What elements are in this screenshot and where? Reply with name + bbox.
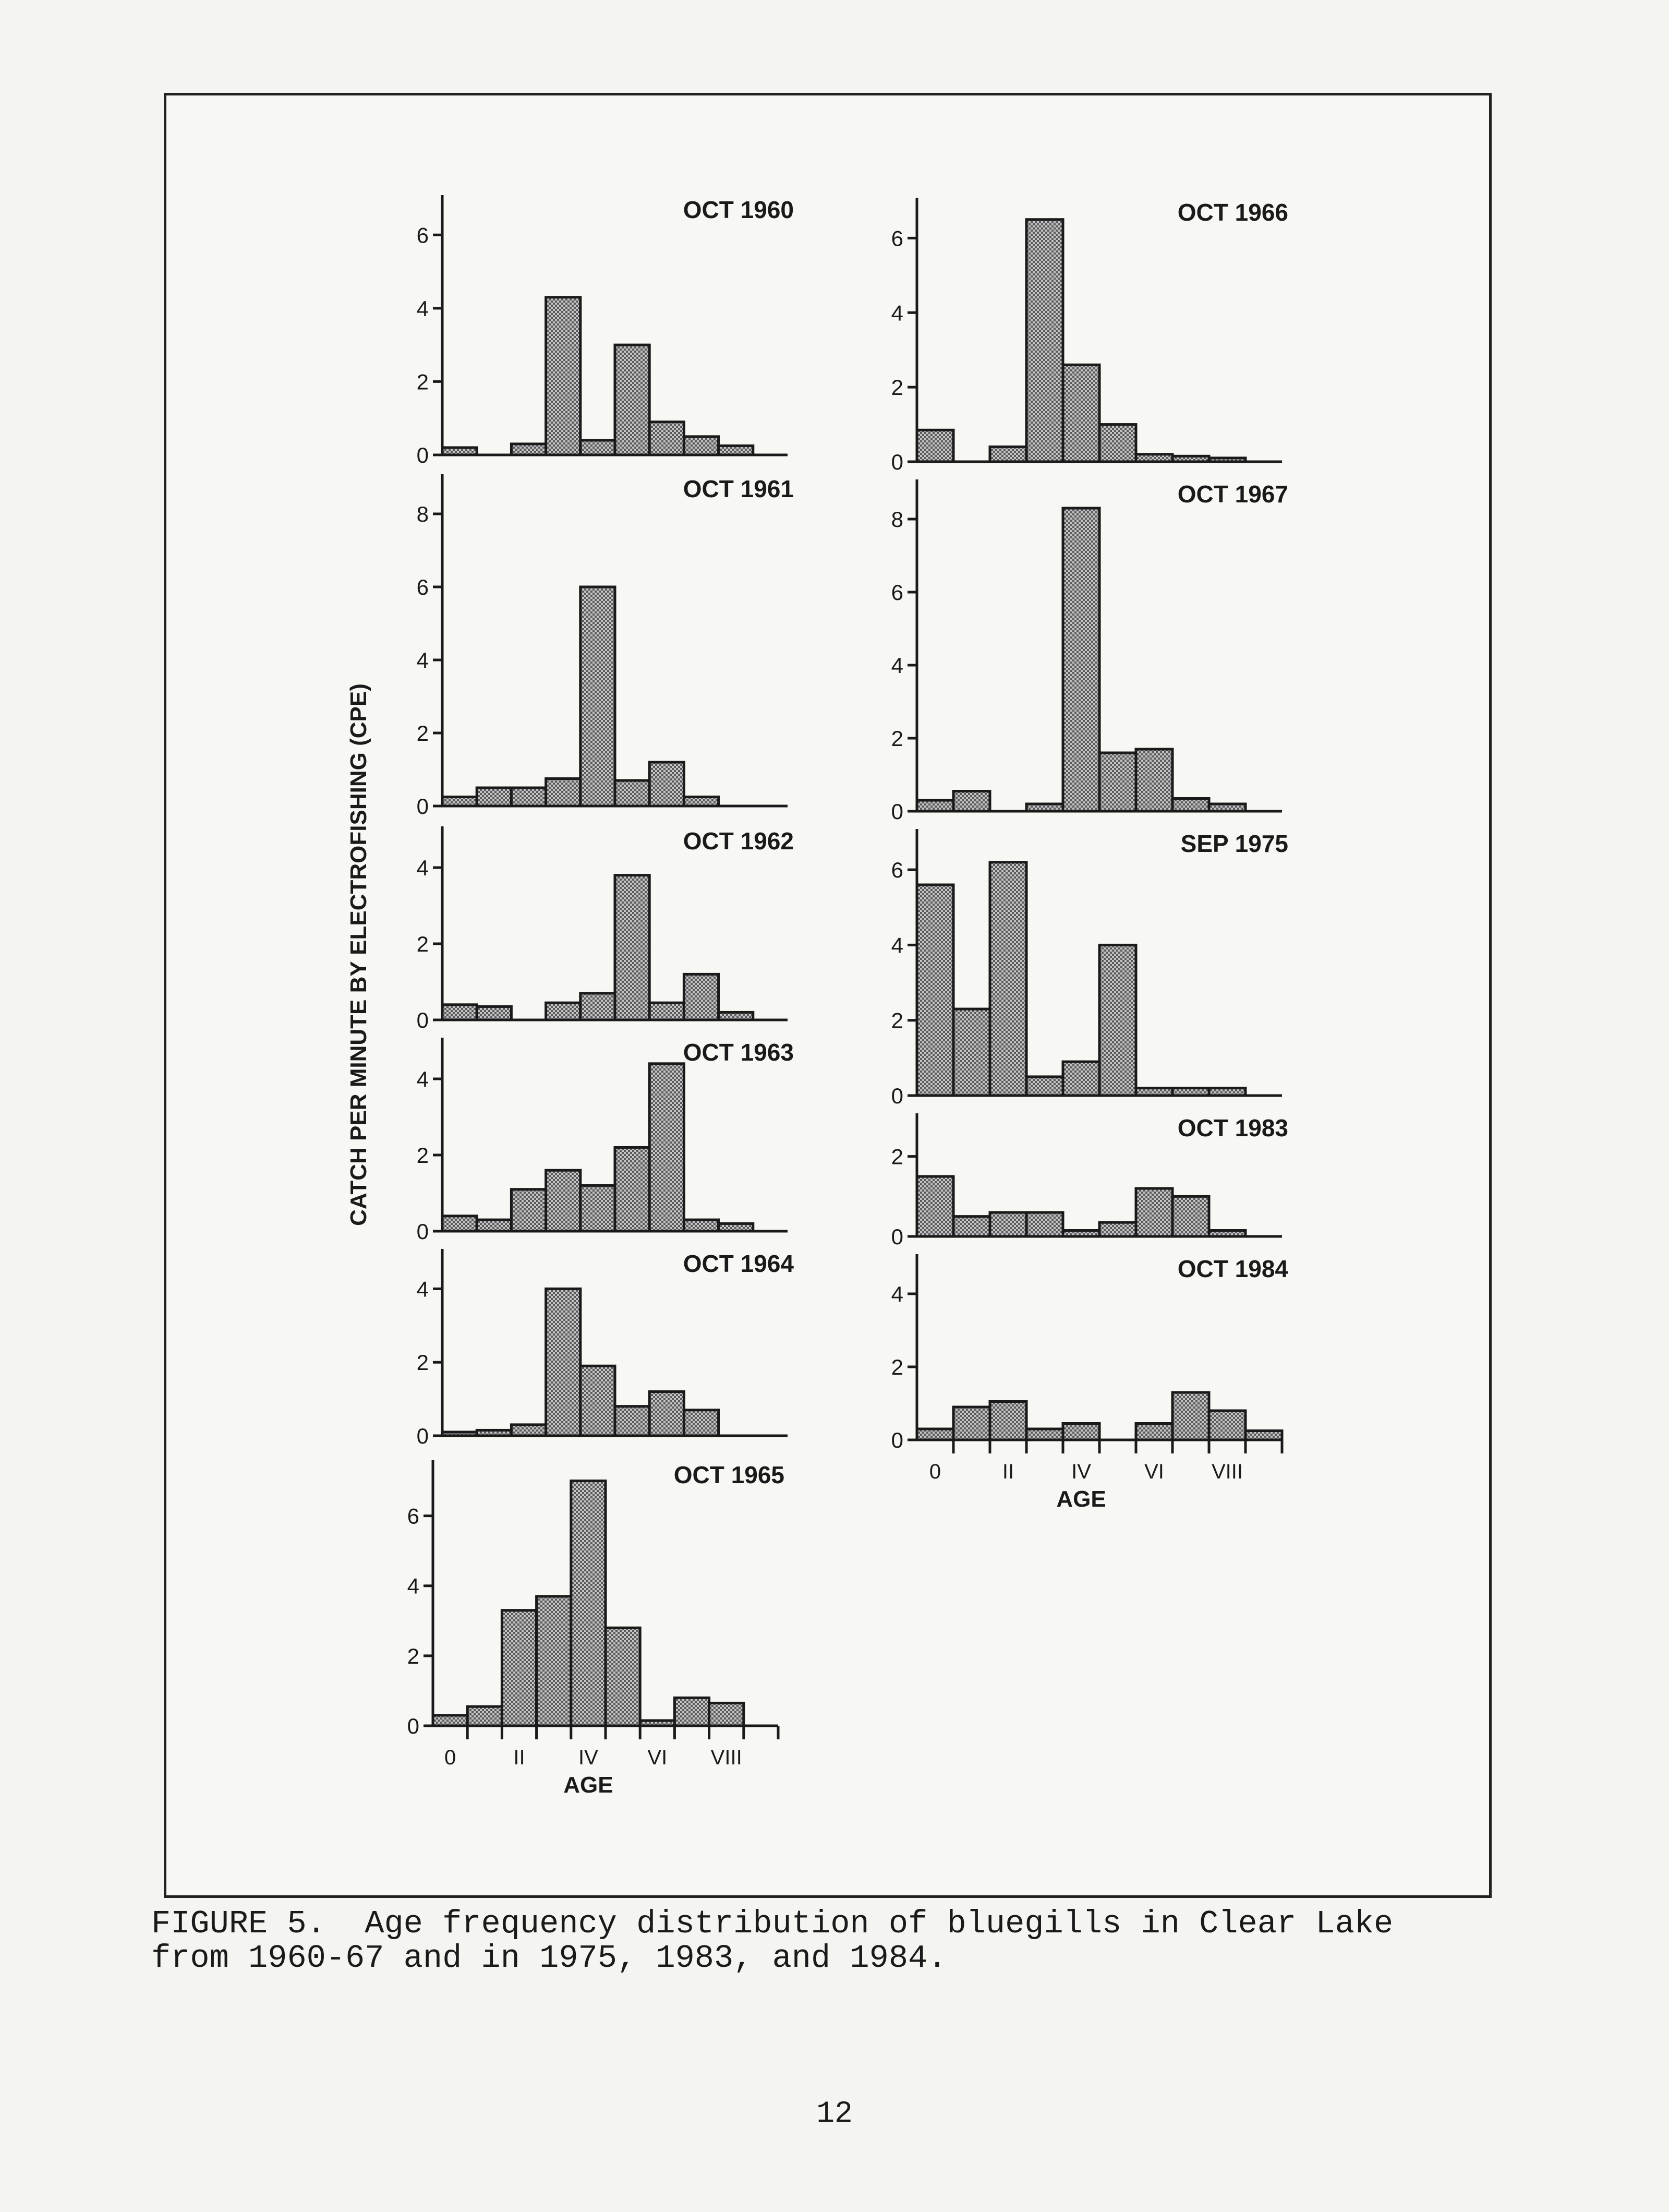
histogram-panel xyxy=(417,195,794,467)
y-tick-label: 6 xyxy=(407,1504,419,1529)
histogram-bar xyxy=(546,297,580,455)
y-tick-label: 2 xyxy=(891,1355,903,1379)
histogram-panel xyxy=(891,479,1288,824)
histogram-bar xyxy=(580,993,615,1020)
histogram-bar xyxy=(953,1009,990,1096)
y-tick-label: 0 xyxy=(891,799,903,824)
caption-line-2: from 1960-67 and in 1975, 1983, and 1984. xyxy=(151,1940,947,1977)
y-tick-label: 0 xyxy=(407,1714,419,1738)
histogram-bar xyxy=(1063,508,1099,811)
histogram-bar xyxy=(649,1003,684,1020)
histogram-bar xyxy=(511,444,546,455)
histogram-bar xyxy=(571,1481,606,1726)
histogram-bar xyxy=(1099,945,1136,1096)
y-tick-label: 4 xyxy=(416,296,429,321)
histogram-bar xyxy=(684,797,718,807)
histogram-bar xyxy=(1063,365,1099,462)
y-tick-label: 4 xyxy=(416,1067,429,1091)
histogram-bar xyxy=(477,1220,511,1231)
histogram-bar xyxy=(684,1220,718,1231)
y-tick-label: 4 xyxy=(416,648,429,672)
y-tick-label: 6 xyxy=(891,580,903,605)
histogram-bar xyxy=(502,1610,536,1726)
histogram-panel xyxy=(891,1254,1289,1512)
x-tick-label: 0 xyxy=(929,1460,941,1483)
y-tick-label: 0 xyxy=(891,1224,903,1249)
y-tick-label: 4 xyxy=(891,653,903,678)
histogram-bar xyxy=(442,1005,477,1020)
histogram-bar xyxy=(546,779,580,807)
histogram-bar xyxy=(917,1176,953,1236)
histogram-bar xyxy=(546,1170,580,1231)
y-tick-label: 2 xyxy=(891,726,903,751)
histogram-bar xyxy=(1099,1222,1136,1236)
histogram-bar xyxy=(442,1216,477,1231)
histogram-bar xyxy=(1172,1196,1209,1236)
histogram-bar xyxy=(1026,1212,1063,1236)
y-tick-label: 6 xyxy=(416,223,429,248)
histogram-bar xyxy=(615,780,649,806)
histogram-bar xyxy=(580,1185,615,1231)
y-tick-label: 0 xyxy=(891,450,903,474)
y-tick-label: 2 xyxy=(416,1143,429,1168)
y-tick-label: 6 xyxy=(891,226,903,251)
x-axis-label: AGE xyxy=(1056,1486,1106,1512)
panel-title: OCT 1962 xyxy=(683,827,794,855)
panel-title: OCT 1961 xyxy=(683,475,794,502)
x-tick-label: II xyxy=(513,1746,525,1769)
y-tick-label: 6 xyxy=(416,575,429,599)
histogram-bar xyxy=(511,1189,546,1231)
histogram-bar xyxy=(1099,425,1136,462)
histogram-bar xyxy=(1063,1424,1099,1440)
histogram-bar xyxy=(990,447,1026,462)
y-axis-label: CATCH PER MINUTE BY ELECTROFISHING (CPE) xyxy=(346,683,371,1226)
histogram-bar xyxy=(615,345,649,455)
x-tick-label: II xyxy=(1002,1460,1014,1483)
histogram-bar xyxy=(953,1217,990,1236)
histogram-bar xyxy=(684,1410,718,1436)
histogram-panel xyxy=(417,1249,794,1448)
figure-caption xyxy=(151,1907,1497,1976)
histogram-bar xyxy=(580,587,615,806)
y-tick-label: 4 xyxy=(416,856,429,880)
panel-title: OCT 1960 xyxy=(683,196,794,223)
panel-title: OCT 1966 xyxy=(1177,199,1288,226)
x-axis-label: AGE xyxy=(563,1772,613,1798)
histogram-bar xyxy=(546,1289,580,1436)
histogram-bar xyxy=(719,446,753,455)
y-tick-label: 0 xyxy=(416,1219,429,1244)
histogram-bar xyxy=(1136,1188,1172,1236)
y-tick-label: 2 xyxy=(407,1643,419,1668)
y-tick-label: 2 xyxy=(416,1350,429,1375)
histogram-bar xyxy=(477,1006,511,1020)
x-tick-label: 0 xyxy=(444,1746,456,1769)
histogram-bar xyxy=(1099,753,1136,811)
histogram-bar xyxy=(580,440,615,455)
histogram-bar xyxy=(442,797,477,807)
histogram-bar xyxy=(990,1402,1026,1440)
panel-title: OCT 1967 xyxy=(1177,480,1288,508)
page-number: 12 xyxy=(816,2097,853,2131)
panel-title: OCT 1984 xyxy=(1177,1255,1288,1282)
panel-title: OCT 1963 xyxy=(683,1039,794,1066)
histogram-bar xyxy=(953,791,990,812)
histogram-bar xyxy=(674,1698,709,1726)
y-tick-label: 0 xyxy=(891,1428,903,1452)
histogram-bar xyxy=(684,974,718,1020)
x-tick-label: VI xyxy=(647,1746,668,1769)
histogram-bar xyxy=(615,875,649,1020)
histogram-bar xyxy=(580,1366,615,1436)
x-tick-label: IV xyxy=(578,1746,598,1769)
y-tick-label: 6 xyxy=(891,858,903,883)
x-tick-label: VIII xyxy=(710,1746,742,1769)
y-tick-label: 8 xyxy=(891,507,903,532)
y-tick-label: 2 xyxy=(416,721,429,746)
y-tick-label: 2 xyxy=(416,932,429,956)
panel-title: OCT 1965 xyxy=(673,1461,784,1488)
histogram-bar xyxy=(1172,799,1209,812)
y-tick-label: 4 xyxy=(891,300,903,326)
histogram-bar xyxy=(649,762,684,806)
caption-line-1: FIGURE 5. Age frequency distribution of bluegills in Clear Lake xyxy=(151,1905,1394,1942)
histogram-panel xyxy=(407,1460,784,1798)
histogram-bar xyxy=(1026,1429,1063,1440)
panel-title: OCT 1964 xyxy=(683,1250,794,1277)
histogram-bar xyxy=(709,1703,744,1726)
histogram-bar xyxy=(606,1628,640,1726)
histogram-bar xyxy=(1026,220,1063,462)
histogram-bar xyxy=(990,862,1026,1096)
panel-title: OCT 1983 xyxy=(1177,1114,1288,1141)
y-tick-label: 4 xyxy=(407,1573,419,1598)
histogram-bar xyxy=(953,1407,990,1440)
histogram-panel xyxy=(417,1038,794,1244)
histogram-panel xyxy=(891,198,1288,474)
histogram-bar xyxy=(649,422,684,455)
y-tick-label: 2 xyxy=(416,369,429,394)
x-tick-label: IV xyxy=(1071,1460,1091,1483)
y-tick-label: 8 xyxy=(416,502,429,526)
histogram-bar xyxy=(1136,749,1172,811)
x-tick-label: VI xyxy=(1144,1460,1164,1483)
histogram-panel xyxy=(417,826,794,1032)
y-tick-label: 4 xyxy=(416,1277,429,1302)
panel-title: SEP 1975 xyxy=(1180,830,1288,857)
histogram-bar xyxy=(917,800,953,811)
y-tick-label: 2 xyxy=(891,1008,903,1033)
histogram-bar xyxy=(917,885,953,1096)
histogram-bar xyxy=(433,1715,467,1726)
histogram-bar xyxy=(649,1392,684,1436)
y-tick-label: 0 xyxy=(891,1084,903,1108)
y-tick-label: 2 xyxy=(891,1144,903,1169)
histogram-bar xyxy=(477,788,511,806)
y-tick-label: 2 xyxy=(891,375,903,400)
histogram-bar xyxy=(917,430,953,462)
histogram-bar xyxy=(511,788,546,806)
y-tick-label: 0 xyxy=(416,443,429,467)
histogram-bar xyxy=(1172,1392,1209,1440)
histogram-bar xyxy=(615,1406,649,1436)
y-tick-label: 0 xyxy=(416,1008,429,1032)
histogram-bar xyxy=(684,437,718,455)
histogram-bar xyxy=(649,1064,684,1231)
histogram-bar xyxy=(1026,1077,1063,1096)
histogram-bar xyxy=(615,1147,649,1231)
y-tick-label: 0 xyxy=(416,1424,429,1448)
histogram-bar xyxy=(990,1212,1026,1236)
histogram-bar xyxy=(1245,1431,1282,1440)
y-tick-label: 4 xyxy=(891,1282,903,1306)
histogram-bar xyxy=(1136,1424,1172,1440)
histogram-bar xyxy=(511,1425,546,1436)
histogram-panel xyxy=(891,829,1288,1108)
histogram-panel xyxy=(417,474,794,819)
histogram-bar xyxy=(537,1596,571,1726)
y-tick-label: 0 xyxy=(416,794,429,819)
histogram-bar xyxy=(467,1706,502,1726)
x-tick-label: VIII xyxy=(1211,1460,1243,1483)
y-tick-label: 4 xyxy=(891,933,903,958)
histogram-bar xyxy=(1063,1062,1099,1096)
histogram-panel xyxy=(891,1113,1288,1249)
histogram-bar xyxy=(1209,1411,1245,1440)
histogram-bar xyxy=(546,1003,580,1020)
histogram-bar xyxy=(917,1429,953,1440)
